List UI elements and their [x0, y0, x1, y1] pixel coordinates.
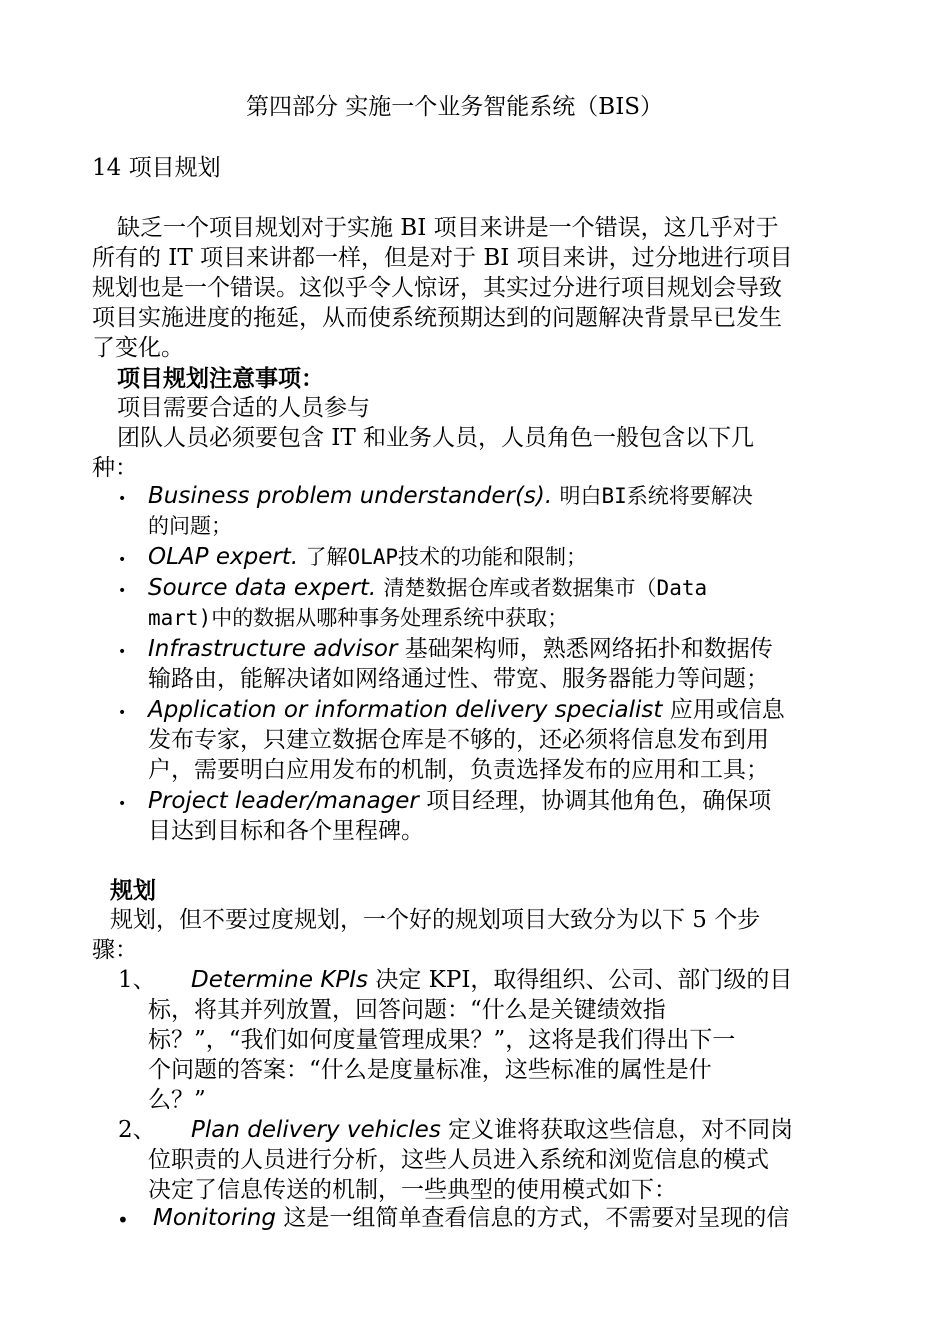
intro-line: 了变化。 [92, 335, 184, 361]
role-desc: 项目经理，协调其他角色，确保项 [426, 788, 772, 814]
step-desc: 标，将其并列放置，回答问题：“什么是关键绩效指 [148, 997, 666, 1023]
plan-heading: 规划 [110, 877, 156, 904]
intro-line: 缺乏一个项目规划对于实施 BI 项目来讲是一个错误，这几乎对于 [117, 215, 779, 241]
role-term: Infrastructure advisor [148, 636, 398, 662]
chapter-title: 14 项目规划 [92, 155, 221, 181]
step-desc: 定义谁将获取这些信息，对不同岗 [448, 1117, 794, 1143]
step-first-line [191, 1115, 793, 1145]
bullet-icon: • [118, 796, 127, 812]
bullet-icon: • [118, 644, 127, 660]
role-first-line [148, 634, 773, 664]
intro-line: 项目实施进度的拖延，从而使系统预期达到的问题解决背景早已发生 [92, 305, 782, 331]
bullet-icon: • [117, 1208, 129, 1232]
step-desc: 位职责的人员进行分析，这些人员进入系统和浏览信息的模式 [148, 1147, 769, 1173]
bullet-icon: • [118, 491, 127, 507]
role-first-line [148, 542, 587, 572]
people-line: 项目需要合适的人员参与 [117, 395, 370, 421]
role-first-line [148, 786, 771, 816]
role-desc: 的问题； [148, 514, 232, 538]
role-desc: 明白BI系统将要解决 [559, 484, 753, 508]
role-desc: 目达到目标和各个里程碑。 [148, 818, 424, 844]
step-term: Determine KPIs [191, 967, 369, 993]
step-number: 2、 [118, 1117, 156, 1143]
part-title: 第四部分 实施一个业务智能系统（BIS） [246, 94, 664, 120]
intro-line: 所有的 IT 项目来讲都一样，但是对于 BI 项目来讲，过分地进行项目 [92, 245, 793, 271]
step-desc: 决定了信息传送的机制，一些典型的使用模式如下： [148, 1177, 677, 1203]
role-desc: 应用或信息 [669, 697, 785, 723]
plan-intro-line: 规划，但不要过度规划，一个好的规划项目大致分为以下 5 个步 [110, 907, 761, 933]
role-term: OLAP expert. [148, 544, 299, 570]
role-first-line [148, 573, 707, 603]
role-desc: 户，需要明白应用发布的机制，负责选择发布的应用和工具； [148, 757, 769, 783]
step-desc: 么？” [148, 1087, 206, 1113]
bullet-icon: • [118, 552, 127, 568]
step-desc: 标？”，“我们如何度量管理成果？”，这将是我们得出下一 [148, 1027, 736, 1053]
role-first-line [148, 695, 785, 725]
role-desc: 基础架构师，熟悉网络拓扑和数据传 [404, 636, 773, 662]
bullet-icon: • [118, 705, 127, 721]
bullet-icon: • [118, 583, 127, 599]
step-desc: 个问题的答案：“什么是度量标准，这些标准的属性是什 [148, 1057, 712, 1083]
team-line: 种： [92, 455, 138, 481]
usage-desc: 这是一组简单查看信息的方式，不需要对呈现的信 [283, 1205, 790, 1231]
role-desc: 输路由，能解决诸如网络通过性、带宽、服务器能力等问题； [148, 666, 769, 692]
role-desc: 发布专家，只建立数据仓库是不够的，还必须将信息发布到用 [148, 727, 769, 753]
step-number: 1、 [118, 967, 156, 993]
plan-intro-line: 骤： [92, 937, 138, 963]
role-desc: 清楚数据仓库或者数据集市（Data [383, 576, 708, 600]
usage-line [153, 1203, 789, 1233]
notes-heading: 项目规划注意事项： [117, 365, 324, 392]
team-line: 团队人员必须要包含 IT 和业务人员，人员角色一般包含以下几 [117, 425, 755, 451]
role-first-line [148, 481, 753, 511]
step-desc: 决定 KPI，取得组织、公司、部门级的目 [375, 967, 793, 993]
role-term: Business problem understander(s). [148, 483, 553, 509]
role-desc: mart)中的数据从哪种事务处理系统中获取； [148, 606, 569, 630]
role-term: Application or information delivery specialist [148, 697, 663, 723]
role-term: Project leader/manager [148, 788, 419, 814]
usage-term: Monitoring [153, 1205, 276, 1231]
step-term: Plan delivery vehicles [191, 1117, 441, 1143]
step-first-line [191, 965, 792, 995]
role-term: Source data expert. [148, 575, 377, 601]
intro-line: 规划也是一个错误。这似乎令人惊讶，其实过分进行项目规划会导致 [92, 275, 782, 301]
role-desc: 了解OLAP技术的功能和限制； [305, 545, 588, 569]
